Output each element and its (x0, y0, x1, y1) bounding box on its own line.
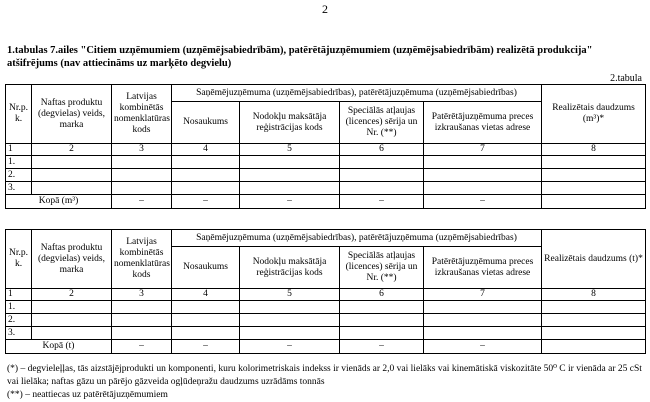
table-cell[interactable] (240, 327, 340, 340)
dash-cell: – (424, 195, 542, 209)
table-cell[interactable] (424, 169, 542, 182)
table-cell[interactable] (542, 327, 646, 340)
table-cell[interactable] (172, 301, 240, 314)
total-value-cell[interactable] (542, 195, 646, 209)
table-cell[interactable] (112, 327, 172, 340)
column-number: 7 (424, 289, 542, 301)
dash-cell: – (172, 195, 240, 209)
header-unloading-place: Patērētājuzņēmuma preces izkraušanas vietas adrese (424, 247, 542, 289)
header-product: Naftas produktu (degvielas) veids, marka (32, 85, 112, 144)
header-quantity: Realizētais daudzums (t)* (542, 230, 646, 289)
column-number: 7 (424, 144, 542, 156)
column-number: 6 (340, 144, 424, 156)
table-cell[interactable] (424, 156, 542, 169)
total-row (6, 340, 646, 354)
heading-line-2: atšifrējums (nav attiecināms uz marķēto degvielu) (7, 58, 232, 69)
table-cell[interactable] (112, 182, 172, 195)
column-number: 1 (6, 289, 32, 301)
table-cell[interactable] (542, 169, 646, 182)
table-cell[interactable] (112, 314, 172, 327)
table-cell[interactable] (32, 314, 112, 327)
table-cell[interactable] (424, 182, 542, 195)
header-nomenclature-code: Latvijas kombinētās nomenklatūras kods (112, 230, 172, 289)
row-number: 3. (6, 182, 32, 195)
column-number: 1 (6, 144, 32, 156)
table-cell[interactable] (240, 156, 340, 169)
column-number: 4 (172, 144, 240, 156)
table-cell[interactable] (340, 182, 424, 195)
table-cell[interactable] (32, 327, 112, 340)
table-cell[interactable] (32, 169, 112, 182)
row-number: 1. (6, 301, 32, 314)
footnotes (7, 363, 647, 402)
table-cell[interactable] (340, 314, 424, 327)
table-cell[interactable] (340, 169, 424, 182)
table-cell[interactable] (172, 169, 240, 182)
total-value-cell[interactable] (542, 340, 646, 354)
total-label: Kopā (m³) (6, 195, 112, 209)
table-tonnes (5, 229, 646, 354)
header-tax-code: Nodokļu maksātāja reģistrācijas kods (240, 247, 340, 289)
column-number: 3 (112, 144, 172, 156)
table-cell[interactable] (112, 169, 172, 182)
row-number: 3. (6, 327, 32, 340)
header-nr: Nr.p. k. (6, 230, 32, 289)
table-cell[interactable] (240, 182, 340, 195)
table-cell[interactable] (424, 327, 542, 340)
table-cell[interactable] (32, 301, 112, 314)
table-cell[interactable] (542, 301, 646, 314)
header-name: Nosaukums (172, 102, 240, 144)
dash-cell: – (172, 340, 240, 354)
header-product: Naftas produktu (degvielas) veids, marka (32, 230, 112, 289)
footnote-star: (*) – degvieleļļas, tās aizstājējprodukti un komponenti, kuru kolorimetriskais indekss ir vienāds ar 2,0 vai lielāks vai kinemātiskā viskozitāte 50⁰ C ir vienāda ar 25 cSt vai lielāka; naftas gāzu un pārējo gāzveida ogļūdeņražu daudzums uzrādāms tonnās (7, 364, 642, 387)
table-cell[interactable] (172, 156, 240, 169)
header-name: Nosaukums (172, 247, 240, 289)
table-cell[interactable] (240, 314, 340, 327)
dash-cell: – (340, 195, 424, 209)
table-cell[interactable] (32, 182, 112, 195)
header-nomenclature-code: Latvijas kombinētās nomenklatūras kods (112, 85, 172, 144)
column-number: 4 (172, 289, 240, 301)
column-number: 5 (240, 144, 340, 156)
dash-cell: – (340, 340, 424, 354)
table-cell[interactable] (424, 301, 542, 314)
table-row (6, 314, 646, 327)
table-cell[interactable] (424, 314, 542, 327)
row-number: 2. (6, 169, 32, 182)
header-quantity: Realizētais daudzums (m³)* (542, 85, 646, 144)
column-number: 8 (542, 144, 646, 156)
footnote-double-star: (**) – neattiecas uz patērētājuzņēmumiem (7, 390, 168, 400)
header-tax-code: Nodokļu maksātāja reģistrācijas kods (240, 102, 340, 144)
dash-cell: – (240, 195, 340, 209)
table-row (6, 169, 646, 182)
column-number-row (6, 144, 646, 156)
header-nr: Nr.p. k. (6, 85, 32, 144)
heading-line-1: 1.tabulas 7.ailes "Citiem uzņēmumiem (uzņēmējsabiedrībām), patērētājuzņēmumiem (uzņēmējsabiedrībām) realizētā produkcija" (7, 45, 593, 56)
column-number: 6 (340, 289, 424, 301)
table-cell[interactable] (542, 314, 646, 327)
row-number: 1. (6, 156, 32, 169)
table-cubic-meters (5, 84, 646, 209)
dash-cell: – (112, 340, 172, 354)
header-receiver: Saņēmējuzņēmuma (uzņēmējsabiedrības), patērētājuzņēmuma (uzņēmējsabiedrības) (172, 85, 542, 102)
table-cell[interactable] (340, 301, 424, 314)
table-row (6, 182, 646, 195)
column-number-row (6, 289, 646, 301)
table-cell[interactable] (340, 327, 424, 340)
table-label: 2.tabula (610, 73, 642, 84)
column-number: 5 (240, 289, 340, 301)
total-label: Kopā (t) (6, 340, 112, 354)
section-heading (7, 44, 647, 70)
header-unloading-place: Patērētājuzņēmuma preces izkraušanas vietas adrese (424, 102, 542, 144)
dash-cell: – (240, 340, 340, 354)
table-cell[interactable] (240, 301, 340, 314)
page-number: 2 (322, 2, 328, 16)
total-row (6, 195, 646, 209)
table-cell[interactable] (172, 314, 240, 327)
header-permit: Speciālās atļaujas (licences) sērija un Nr. (**) (340, 102, 424, 144)
table-row (6, 156, 646, 169)
table-cell[interactable] (112, 156, 172, 169)
column-number: 2 (32, 289, 112, 301)
table-cell[interactable] (340, 156, 424, 169)
table-cell[interactable] (542, 182, 646, 195)
table-row (6, 301, 646, 314)
column-number: 3 (112, 289, 172, 301)
table-cell[interactable] (32, 156, 112, 169)
table-cell[interactable] (542, 156, 646, 169)
column-number: 2 (32, 144, 112, 156)
dash-cell: – (112, 195, 172, 209)
table-cell[interactable] (240, 169, 340, 182)
row-number: 2. (6, 314, 32, 327)
column-number: 8 (542, 289, 646, 301)
dash-cell: – (424, 340, 542, 354)
table-cell[interactable] (172, 182, 240, 195)
header-permit: Speciālās atļaujas (licences) sērija un Nr. (**) (340, 247, 424, 289)
table-row (6, 327, 646, 340)
table-cell[interactable] (112, 301, 172, 314)
table-cell[interactable] (172, 327, 240, 340)
header-receiver: Saņēmējuzņēmuma (uzņēmējsabiedrības), patērētājuzņēmuma (uzņēmējsabiedrības) (172, 230, 542, 247)
